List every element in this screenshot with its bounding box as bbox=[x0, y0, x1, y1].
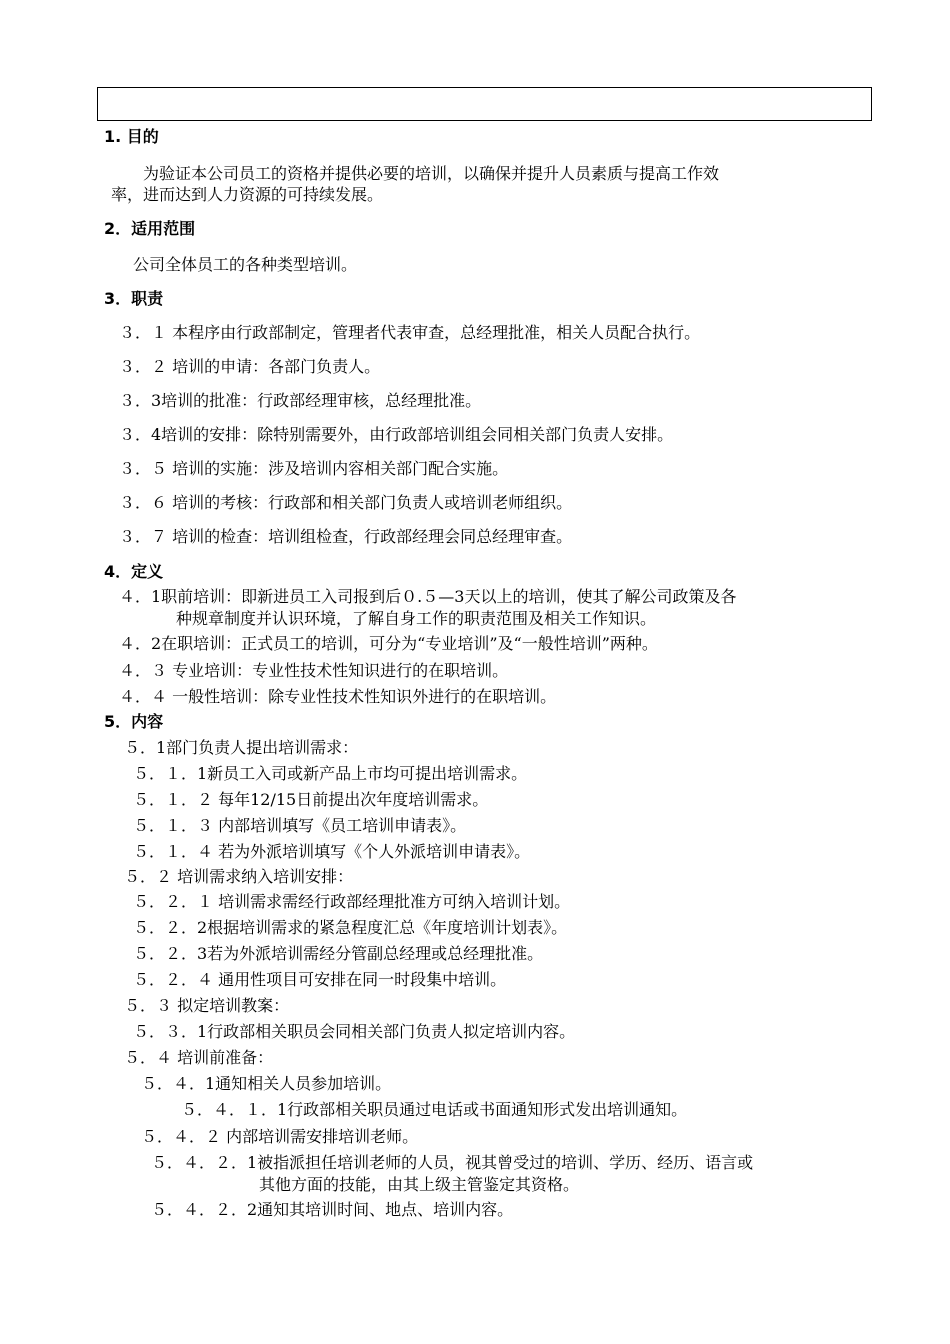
scope-text: 公司全体员工的各种类型培训。 bbox=[133, 255, 358, 274]
content-subitem: ５．２．１ 培训需求需经行政部经理批准方可纳入培训计划。 bbox=[133, 892, 571, 911]
content-subsubitem: ５．４．１．1行政部相关职员通过电话或书面通知形式发出培训通知。 bbox=[181, 1100, 688, 1119]
content-subitem: ５．２．４ 通用性项目可安排在同一时段集中培训。 bbox=[133, 970, 507, 989]
content-subitem: ５．１．４ 若为外派培训填写《个人外派培训申请表》。 bbox=[133, 842, 531, 861]
content-item: ５．３ 拟定培训教案： bbox=[124, 996, 290, 1015]
definition-item-continuation: 种规章制度并认识环境，了解自身工作的职责范围及相关工作知识。 bbox=[176, 609, 657, 628]
content-subitem: ５．３．1行政部相关职员会同相关部门负责人拟定培训内容。 bbox=[133, 1022, 576, 1041]
content-subsubitem: ５．４．２．1被指派担任培训老师的人员，视其曾受过的培训、学历、经历、语言或 bbox=[151, 1153, 754, 1172]
responsibility-item: ３．3培训的批准：行政部经理审核，总经理批准。 bbox=[119, 391, 482, 410]
section-heading-purpose: 1. 目的 bbox=[104, 127, 159, 146]
definition-item: ４．３ 专业培训：专业性技术性知识进行的在职培训。 bbox=[119, 661, 509, 680]
content-subitem: ５．１．３ 内部培训填写《员工培训申请表》。 bbox=[133, 816, 467, 835]
definition-item: ４．1职前培训：即新进员工入司报到后０.５—3天以上的培训，使其了解公司政策及各 bbox=[119, 587, 737, 606]
section-heading-definitions: 4．定义 bbox=[104, 562, 164, 581]
content-subitem: ５．４．1通知相关人员参加培训。 bbox=[141, 1074, 392, 1093]
responsibility-item: ３．１ 本程序由行政部制定，管理者代表审查，总经理批准，相关人员配合执行。 bbox=[119, 323, 701, 342]
content-item: ５．２ 培训需求纳入培训安排： bbox=[124, 867, 354, 886]
content-subitem: ５．２．3若为外派培训需经分管副总经理或总经理批准。 bbox=[133, 944, 544, 963]
content-subsubitem: ５．４．２．2通知其培训时间、地点、培训内容。 bbox=[151, 1200, 514, 1219]
purpose-text-line: 率，进而达到人力资源的可持续发展。 bbox=[111, 185, 384, 204]
responsibility-item: ３．２ 培训的申请：各部门负责人。 bbox=[119, 357, 381, 376]
section-heading-content: 5．内容 bbox=[104, 712, 164, 731]
section-heading-responsibilities: 3．职责 bbox=[104, 289, 164, 308]
purpose-text-line: 为验证本公司员工的资格并提供必要的培训，以确保并提升人员素质与提高工作效 bbox=[143, 164, 720, 183]
responsibility-item: ３．５ 培训的实施：涉及培训内容相关部门配合实施。 bbox=[119, 459, 509, 478]
section-heading-scope: 2．适用范围 bbox=[104, 219, 196, 238]
header-box bbox=[97, 87, 872, 121]
responsibility-item: ３．７ 培训的检查：培训组检查，行政部经理会同总经理审查。 bbox=[119, 527, 573, 546]
content-subitem: ５．１．２ 每年12/15日前提出次年度培训需求。 bbox=[133, 790, 489, 809]
content-subitem: ５．１．1新员工入司或新产品上市均可提出培训需求。 bbox=[133, 764, 528, 783]
definition-item: ４．2在职培训：正式员工的培训，可分为“专业培训”及“一般性培训”两种。 bbox=[119, 634, 658, 653]
responsibility-item: ３．６ 培训的考核：行政部和相关部门负责人或培训老师组织。 bbox=[119, 493, 573, 512]
content-subitem: ５．２．2根据培训需求的紧急程度汇总《年度培训计划表》。 bbox=[133, 918, 568, 937]
content-item: ５．1部门负责人提出培训需求： bbox=[124, 738, 359, 757]
content-subsubitem-continuation: 其他方面的技能，由其上级主管鉴定其资格。 bbox=[259, 1175, 580, 1194]
definition-item: ４．４ 一般性培训：除专业性技术性知识外进行的在职培训。 bbox=[119, 687, 557, 706]
content-item: ５．４ 培训前准备： bbox=[124, 1048, 274, 1067]
content-subitem: ５．４．２ 内部培训需安排培训老师。 bbox=[141, 1127, 419, 1146]
responsibility-item: ３．4培训的安排：除特别需要外，由行政部培训组会同相关部门负责人安排。 bbox=[119, 425, 674, 444]
